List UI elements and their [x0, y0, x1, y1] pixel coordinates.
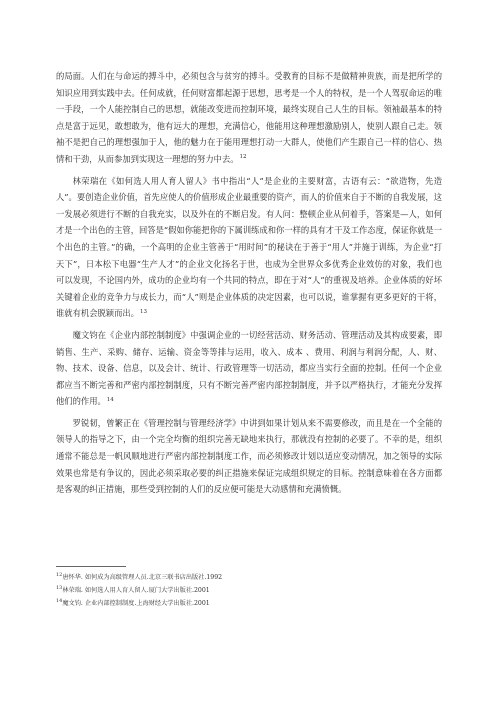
- paragraph-3: [56, 327, 442, 410]
- paragraph-text: 魔文钧在《企业内部控制制度》中强调企业的一切经营活动、财务活动、管理活动及其构成要素，即销售、生产、采购、储存、运输、资金等等排与运用，收入、成本 、费用、利润与利润分配，人、财、物、技术、设备、信息，以及会计、统计、行政管理等一切活动，都应当实行全面的控制。任何一个企业都应当不断完善和严密内部控制制度，只有不断完善严密内部控制制度，并予以严格执行，才能充分发挥他们的作用。: [56, 329, 442, 407]
- paragraph-text: 的局面。人们在与命运的搏斗中，必须包含与贫穷的搏斗。受教育的目标不是做精神贵族，而是把所学的知识应用到实践中去。任何成就，任何财富都起源于思想，思考是一个人的特权，是一个人驾驭命运的唯一手段，一个人能控制自己的思想，就能改变进而控制环境，最终实现自己人生的目标。领袖最基本的特点是富于远见，敢想敢为，他有远大的理想，充满信心，他能用这种理想激励别人，使别人跟自己走。领袖不是把自己的理想强加于人，他的魅力在于能用理想打动一大群人，使他们产生跟自己一样的信心、热情和干劲，从而参加到实现这一理想的努力中去。: [56, 71, 442, 164]
- footnote-text: 唐怀华. 如何成为高级管理人员.北京三联书店出版社.1992: [62, 574, 223, 581]
- footnote-item: [56, 584, 442, 597]
- footnote-number: 14: [56, 598, 63, 605]
- paragraph-2: [56, 173, 442, 322]
- paragraph-text: 林荣瑞在《如何选人用人育人留人》书中指出“人”是企业的主要财富，古语有云：“欲造物，先造人”。要创造企业价值，首先应使人的价值形成企业最重要的资产，而人的价值来自于不断的自我发展，这一发展必须进行不断的自我充实，以及外在的不断启发。有人问：整顿企业从何着手，答案是—人，如何才是一个出色的主管，回答是“假如你能把你的下属训练成和你一样的具有才干及工作态度，保证你就是一个出色的主管。”的确，一个高明的企业主管善于“用时间”的秘诀在于善于“用人”并施于训练，为企业“打天下”，日本松下电器“生产人才”的企业文化扬名于世，也成为全世界众多优秀企业效仿的对象，我们也可以发现，不论国内外，成功的企业均有一个共同的特点，即在于对“人”的重视及培养。企业体质的好坏关键着企业的竞争力与成长力，而“人”则是企业体质的决定因素，也可以说，谁掌握有更多更好的干将，谁就有机会脱颖而出。: [56, 175, 442, 319]
- footnote-text: 魔文钧. 企业内部控制制度.上海财经大学出版社.2001: [62, 600, 210, 608]
- footnote-marker: 13: [139, 308, 147, 315]
- footnote-marker: 12: [239, 154, 247, 161]
- footnote-marker: 14: [106, 396, 114, 403]
- paragraph-1: [56, 68, 442, 168]
- footnotes: [56, 566, 442, 611]
- footnote-text: 林荣瑞. 如何选人用人育人留人.厦门大学出版社.2001: [62, 587, 210, 595]
- footnote-number: 12: [56, 571, 63, 578]
- footnote-divider: [56, 566, 126, 567]
- footnote-item: [56, 597, 442, 610]
- paragraph-4: [56, 415, 442, 498]
- paragraph-text: 罗锐韧，曾繁正在《管理控制与管理经济学》中讲到如果计划从来不需要修改，而且是在一个全能的领导人的指导之下，由一个完全均衡的组织完善无缺地来执行，那就没有控制的必要了。不幸的是，组织通常不能总是一帆风顺地进行严密内部控制制度工作，而必须修改计划以适应变动情况，加之领导的实际效果也常是有争议的，因此必须采取必要的纠正措施来保证完成组织规定的目标。控制意味着在各方面都是客观的纠正措施，那些受到控制的人们的反应便可能是大动感情和充满愤慨。: [56, 417, 442, 495]
- body-text: [56, 68, 442, 503]
- footnote-number: 13: [56, 585, 63, 592]
- footnote-item: [56, 571, 442, 584]
